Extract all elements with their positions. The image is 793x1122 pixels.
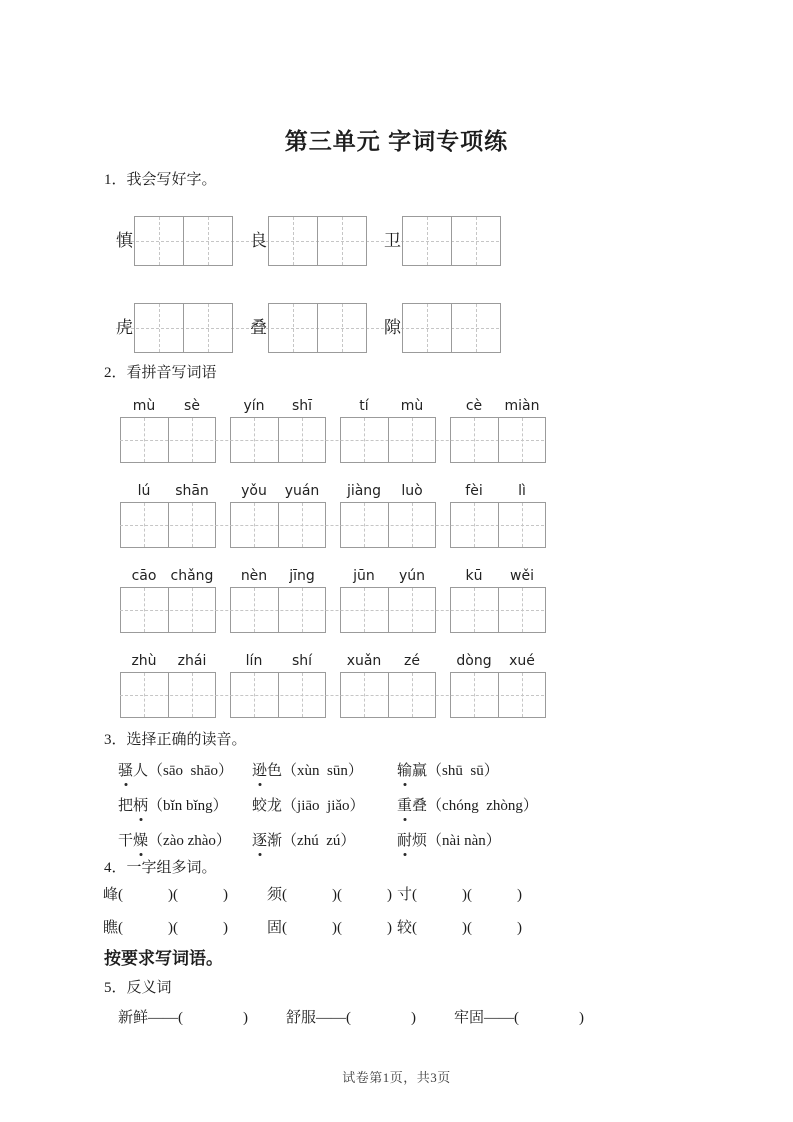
- char-label: 卫: [384, 231, 401, 250]
- pinyin-word-group: [120, 568, 216, 633]
- pronunciation-item: [397, 830, 793, 852]
- word-char: 渐: [267, 833, 283, 849]
- grid-cell: [498, 418, 546, 462]
- pinyin-word-group: [340, 398, 436, 463]
- grid-cell: [278, 418, 326, 462]
- pinyin-syllable: dòng: [456, 653, 492, 669]
- pronunciation-options: （bǐn bǐng）: [148, 798, 228, 814]
- antonym-item: 舒服——( ): [286, 1010, 416, 1026]
- pinyin-word-group: [340, 653, 436, 718]
- pronunciation-item: [118, 760, 252, 782]
- word-char: 逐: [252, 830, 267, 852]
- word-char: 耐: [397, 830, 412, 852]
- pinyin-word-group: [450, 483, 546, 548]
- pinyin-syllable: mù: [400, 398, 424, 414]
- grid-cell: [341, 503, 388, 547]
- grid-cell: [341, 588, 388, 632]
- grid-cell: [121, 418, 168, 462]
- pronunciation-item: [397, 795, 793, 817]
- pronunciation-options: （shū sū）: [427, 763, 499, 779]
- grid-cell: [341, 673, 388, 717]
- writing-grid: [134, 216, 233, 266]
- word-char: 把: [118, 798, 134, 814]
- grid-cell: [231, 588, 278, 632]
- grid-cell: [183, 217, 232, 265]
- grid-cell: [121, 503, 168, 547]
- grid-cell: [498, 503, 546, 547]
- writing-grid: [230, 587, 326, 633]
- writing-grid: [340, 502, 436, 548]
- writing-grid: [120, 672, 216, 718]
- pronunciation-item: [118, 795, 252, 817]
- grid-cell: [451, 588, 498, 632]
- writing-grid: [402, 216, 501, 266]
- word-char: 龙: [267, 798, 283, 814]
- writing-grid: [268, 216, 367, 266]
- pinyin-syllable: xuǎn: [346, 653, 382, 669]
- pinyin-syllable: cè: [465, 398, 483, 414]
- q3-row: [118, 795, 793, 817]
- writing-grid: [450, 417, 546, 463]
- word-char: 赢: [412, 763, 428, 779]
- grid-cell: [388, 588, 436, 632]
- word-char: 重: [397, 795, 412, 817]
- pinyin-syllable: shī: [291, 398, 313, 414]
- pronunciation-options: （sāo shāo）: [148, 763, 234, 779]
- grid-cell: [168, 673, 216, 717]
- grid-cell: [451, 503, 498, 547]
- word-building-item: 固( )( ): [267, 920, 392, 936]
- q1-grid-row-2: [116, 303, 501, 353]
- word-char: 色: [267, 763, 283, 779]
- pinyin-syllable: sè: [184, 398, 200, 414]
- pinyin-syllable: yǒu: [241, 483, 267, 499]
- pinyin-syllable: luò: [401, 483, 423, 499]
- grid-cell: [121, 588, 168, 632]
- grid-cell: [135, 304, 183, 352]
- pinyin-syllable: chǎng: [170, 568, 214, 584]
- grid-cell: [451, 304, 500, 352]
- pronunciation-options: （nài nàn）: [427, 833, 501, 849]
- pronunciation-item: [397, 760, 793, 782]
- grid-cell: [269, 304, 317, 352]
- writing-grid: [120, 417, 216, 463]
- q3-row: [118, 760, 793, 782]
- grid-cell: [231, 503, 278, 547]
- pronunciation-item: [252, 830, 397, 852]
- pinyin-word-group: [230, 653, 326, 718]
- writing-grid: [120, 502, 216, 548]
- grid-cell: [278, 673, 326, 717]
- pinyin-word-group: [120, 483, 216, 548]
- writing-grid: [230, 672, 326, 718]
- writing-grid: [450, 502, 546, 548]
- page-title: 第三单元 字词专项练: [284, 128, 509, 154]
- pinyin-syllable: wěi: [510, 568, 534, 584]
- antonym-item: 新鲜——( ): [118, 1010, 248, 1026]
- pronunciation-item: [118, 830, 252, 852]
- word-building-item: 较( )( ): [397, 920, 522, 936]
- q4-row: [103, 885, 793, 905]
- char-writing-unit: [384, 216, 501, 266]
- writing-grid: [120, 587, 216, 633]
- pinyin-syllable: lì: [518, 483, 526, 499]
- pronunciation-options: （xùn sūn）: [282, 763, 363, 779]
- pinyin-syllable: jiàng: [346, 483, 382, 499]
- char-label: 虎: [116, 318, 133, 337]
- grid-cell: [403, 217, 451, 265]
- pinyin-row-1: [120, 398, 546, 463]
- char-writing-unit: [250, 216, 367, 266]
- grid-cell: [403, 304, 451, 352]
- pinyin-syllable: fèi: [465, 483, 483, 499]
- word-char: 人: [133, 763, 149, 779]
- char-writing-unit: [116, 303, 233, 353]
- word-char: 骚: [118, 760, 133, 782]
- pinyin-syllable: zhù: [131, 653, 157, 669]
- grid-cell: [278, 503, 326, 547]
- writing-grid: [340, 417, 436, 463]
- pinyin-syllable: xué: [509, 653, 535, 669]
- word-char: 柄: [133, 795, 148, 817]
- word-char: 蛟: [252, 798, 268, 814]
- grid-cell: [168, 588, 216, 632]
- writing-grid: [450, 672, 546, 718]
- grid-cell: [183, 304, 232, 352]
- pinyin-word-group: [450, 398, 546, 463]
- word-building-item: 瞧( )( ): [103, 920, 228, 936]
- pronunciation-item: [252, 795, 397, 817]
- pinyin-word-group: [340, 568, 436, 633]
- writing-grid: [340, 672, 436, 718]
- q5-label: 5．反义词: [104, 980, 172, 996]
- pinyin-syllable: yín: [243, 398, 265, 414]
- pinyin-syllable: shí: [291, 653, 313, 669]
- pinyin-syllable: lín: [245, 653, 263, 669]
- q4-row: [103, 918, 793, 938]
- grid-cell: [388, 503, 436, 547]
- grid-cell: [317, 217, 366, 265]
- pinyin-syllable: miàn: [504, 398, 540, 414]
- writing-grid: [230, 417, 326, 463]
- char-label: 慎: [116, 231, 133, 250]
- pinyin-syllable: mù: [132, 398, 156, 414]
- char-writing-unit: [116, 216, 233, 266]
- writing-grid: [268, 303, 367, 353]
- grid-cell: [498, 588, 546, 632]
- grid-cell: [388, 673, 436, 717]
- pinyin-syllable: lú: [137, 483, 151, 499]
- writing-grid: [340, 587, 436, 633]
- char-label: 隙: [384, 318, 401, 337]
- pronunciation-options: （zhú zú）: [282, 833, 356, 849]
- word-char: 干: [118, 833, 134, 849]
- q3-row: [118, 830, 793, 852]
- q1-grid-row-1: [116, 216, 501, 266]
- writing-grid: [230, 502, 326, 548]
- pronunciation-item: [252, 760, 397, 782]
- antonym-item: 牢固——( ): [454, 1010, 584, 1026]
- writing-grid: [450, 587, 546, 633]
- word-char: 逊: [252, 760, 267, 782]
- grid-cell: [278, 588, 326, 632]
- word-building-item: 寸( )( ): [397, 887, 522, 903]
- pinyin-syllable: zhái: [177, 653, 207, 669]
- pinyin-word-group: [450, 653, 546, 718]
- pinyin-word-group: [230, 568, 326, 633]
- writing-grid: [402, 303, 501, 353]
- word-building-item: 峰( )( ): [103, 887, 228, 903]
- pinyin-syllable: shān: [175, 483, 209, 499]
- grid-cell: [269, 217, 317, 265]
- grid-cell: [388, 418, 436, 462]
- grid-cell: [135, 217, 183, 265]
- grid-cell: [121, 673, 168, 717]
- word-building-item: 须( )( ): [267, 887, 392, 903]
- pinyin-row-4: [120, 653, 546, 718]
- q3-items: [118, 760, 793, 852]
- pinyin-word-group: [120, 398, 216, 463]
- char-writing-unit: [384, 303, 501, 353]
- q1-label: 1．我会写好字。: [104, 172, 217, 188]
- word-char: 烦: [412, 833, 428, 849]
- pinyin-syllable: nèn: [240, 568, 268, 584]
- writing-grid: [134, 303, 233, 353]
- grid-cell: [231, 673, 278, 717]
- grid-cell: [451, 217, 500, 265]
- grid-cell: [168, 503, 216, 547]
- pinyin-word-group: [230, 483, 326, 548]
- pinyin-syllable: yuán: [284, 483, 320, 499]
- q3-label: 3．选择正确的读音。: [104, 732, 247, 748]
- word-char: 叠: [412, 798, 428, 814]
- pinyin-syllable: cāo: [131, 568, 157, 584]
- pinyin-word-group: [340, 483, 436, 548]
- pinyin-syllable: jīng: [289, 568, 315, 584]
- grid-cell: [498, 673, 546, 717]
- pinyin-syllable: yún: [398, 568, 426, 584]
- pinyin-syllable: zé: [404, 653, 420, 669]
- word-char: 燥: [133, 830, 148, 852]
- pronunciation-options: （jiāo jiǎo）: [282, 798, 365, 814]
- pinyin-word-group: [230, 398, 326, 463]
- grid-cell: [451, 673, 498, 717]
- grid-cell: [168, 418, 216, 462]
- pinyin-word-group: [450, 568, 546, 633]
- q4-label: 4．一字组多词。: [104, 860, 217, 876]
- pinyin-syllable: tí: [359, 398, 369, 414]
- pinyin-syllable: kū: [465, 568, 483, 584]
- pinyin-word-group: [120, 653, 216, 718]
- q2-label: 2．看拼音写词语: [104, 365, 217, 381]
- grid-cell: [231, 418, 278, 462]
- pinyin-row-2: [120, 483, 546, 548]
- char-label: 良: [250, 231, 267, 250]
- grid-cell: [317, 304, 366, 352]
- page-footer: 试卷第1页，共3页: [342, 1070, 451, 1085]
- q5-row: [118, 1008, 793, 1028]
- pinyin-row-3: [120, 568, 546, 633]
- pronunciation-options: （chóng zhòng）: [427, 798, 538, 814]
- section-heading: 按要求写词语。: [104, 949, 223, 968]
- pinyin-syllable: jūn: [353, 568, 375, 584]
- pronunciation-options: （zào zhào）: [148, 833, 231, 849]
- grid-cell: [341, 418, 388, 462]
- char-writing-unit: [250, 303, 367, 353]
- grid-cell: [451, 418, 498, 462]
- word-char: 输: [397, 760, 412, 782]
- char-label: 叠: [250, 318, 267, 337]
